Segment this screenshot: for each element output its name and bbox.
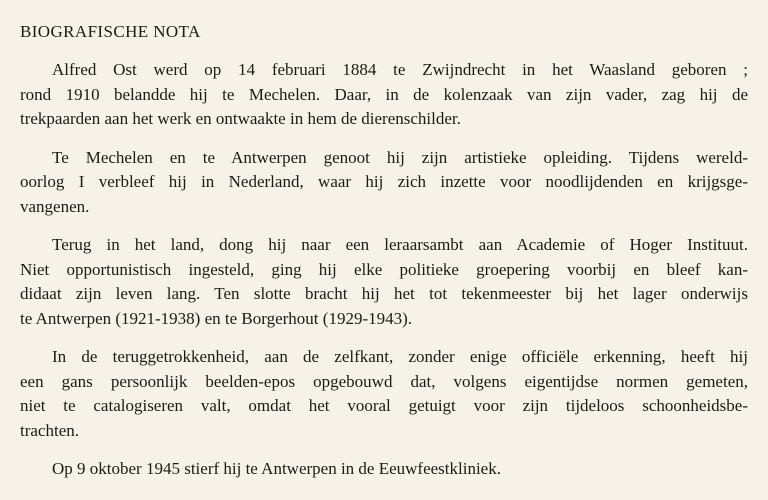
text-line: Op 9 oktober 1945 stierf hij te Antwerpen in de Eeuwfeestkliniek. [52,459,501,478]
text-line: Niet opportunistisch ingesteld, ging hij elke politieke groepering voorbij en bleef kan- [20,259,748,279]
text-line: oorlog I verbleef hij in Nederland, waar hij zich inzette voor noodlijdenden en krijgsge- [20,172,748,191]
paragraph-birth [20,58,748,132]
text-line: te Antwerpen (1921-1938) en te Borgerhout (1929-1943). [20,308,413,328]
text-line: trachten. [20,420,79,440]
text-line: vangenen. [20,196,90,216]
text-line: Te Mechelen en te Antwerpen genoot hij zijn artistieke opleiding. Tijdens wereld- [52,147,748,167]
text-line: didaat zijn leven lang. Ten slotte bracht hij het tot tekenmeester bij het lager onderwijs [20,284,748,303]
section-heading: BIOGRAFISCHE NOTA [20,22,201,41]
text-line: niet te catalogiseren valt, omdat het vooral getuigt voor zijn tijdeloos schoonheidsbe- [20,396,748,415]
text-line: rond 1910 belandde hij te Mechelen. Daar, in de kolenzaak van zijn vader, zag hij de [20,84,748,104]
text-line: een gans persoonlijk beelden-epos opgebouwd dat, volgens eigentijdse normen gemeten, [20,371,748,391]
paragraph-death [20,457,748,482]
paragraph-education [20,146,748,220]
paragraph-work [20,345,748,443]
text-line: Alfred Ost werd op 14 februari 1884 te Zwijndrecht in het Waasland geboren ; [52,60,748,79]
text-line: trekpaarden aan het werk en ontwaakte in hem de dierenschilder. [20,109,461,128]
paragraph-career [20,233,748,331]
text-line: In de teruggetrokkenheid, aan de zelfkant, zonder enige officiële erkenning, heeft hij [52,347,748,366]
text-line: Terug in het land, dong hij naar een leraarsambt aan Academie of Hoger Instituut. [52,235,748,254]
